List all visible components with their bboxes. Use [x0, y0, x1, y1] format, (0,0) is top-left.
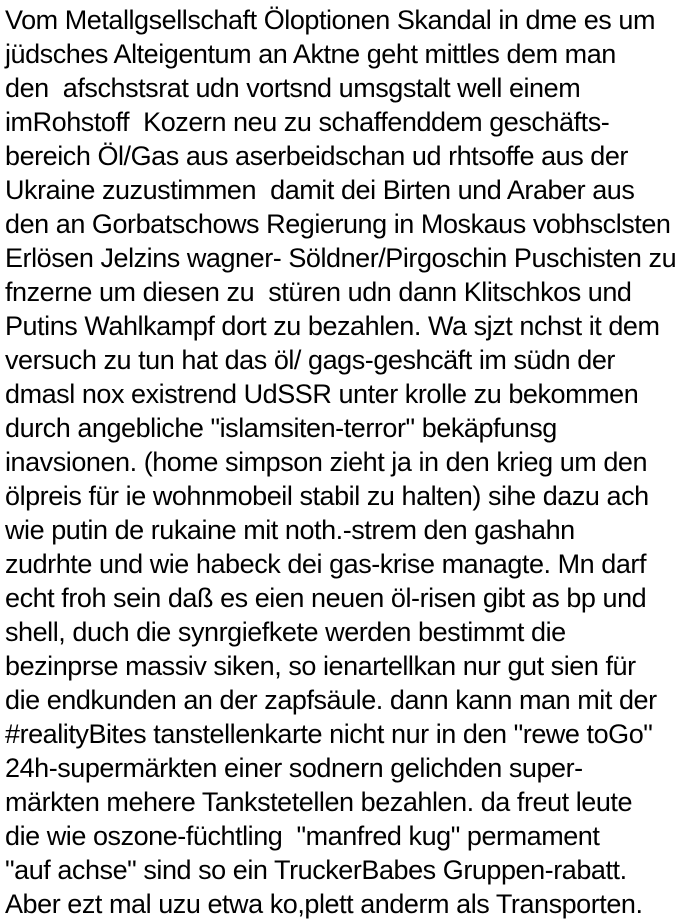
- text-line: dmasl nox existrend UdSSR unter krolle zu bekommen: [5, 379, 639, 409]
- text-line: echt froh sein daß es eien neuen öl-risen gibt as bp und: [5, 583, 647, 613]
- text-line: inavsionen. (home simpson zieht ja in den krieg um den: [5, 447, 648, 477]
- text-line: "auf achse" sind so ein TruckerBabes Gruppen-rabatt.: [5, 855, 627, 885]
- text-line: den afschstsrat udn vortsnd umsgstalt well einem: [5, 73, 581, 103]
- text-line: den an Gorbatschows Regierung in Moskaus vobhsclsten: [5, 209, 671, 239]
- text-line: fnzerne um diesen zu stüren udn dann Klitschkos und: [5, 277, 632, 307]
- text-line: imRohstoff Kozern neu zu schaffenddem geschäfts-: [5, 107, 610, 137]
- text-line: Ukraine zuzustimmen damit dei Birten und Araber aus: [5, 175, 635, 205]
- text-line: märkten mehere Tankstetellen bezahlen. da freut leute: [5, 787, 633, 817]
- text-line: durch angebliche "islamsiten-terror" bekäpfunsg: [5, 413, 557, 443]
- text-line: zudrhte und wie habeck dei gas-krise managte. Mn darf: [5, 549, 647, 579]
- text-line: Putins Wahlkampf dort zu bezahlen. Wa sjzt nchst it dem: [5, 311, 660, 341]
- text-line: Erlösen Jelzins wagner- Söldner/Pirgoschin Puschisten zu: [5, 243, 677, 273]
- text-line: ölpreis für ie wohnmobeil stabil zu halten) sihe dazu ach: [5, 481, 649, 511]
- text-line: 24h-supermärkten einer sodnern gelichden super-: [5, 753, 583, 783]
- text-line: #realityBites tanstellenkarte nicht nur in den "rewe toGo": [5, 719, 653, 749]
- text-line: Aber ezt mal uzu etwa ko,plett anderm als Transporten.: [5, 889, 643, 919]
- text-line: versuch zu tun hat das öl/ gags-geshcäft im südn der: [5, 345, 615, 375]
- text-line: shell, duch die synrgiefkete werden bestimmt die: [5, 617, 566, 647]
- text-line: die endkunden an der zapfsäule. dann kann man mit der: [5, 685, 657, 715]
- text-line: Vom Metallgsellschaft Öloptionen Skandal in dme es um: [5, 5, 656, 35]
- text-line: jüdsches Alteigentum an Aktne geht mittles dem man: [5, 39, 616, 69]
- text-line: bereich Öl/Gas aus aserbeidschan ud rhtsoffe aus der: [5, 141, 628, 171]
- text-line: die wie oszone-füchtling "manfred kug" permament: [5, 821, 600, 851]
- text-line: bezinprse massiv siken, so ienartellkan nur gut sien für: [5, 651, 636, 681]
- text-line: wie putin de rukaine mit noth.-strem den gashahn: [5, 515, 575, 545]
